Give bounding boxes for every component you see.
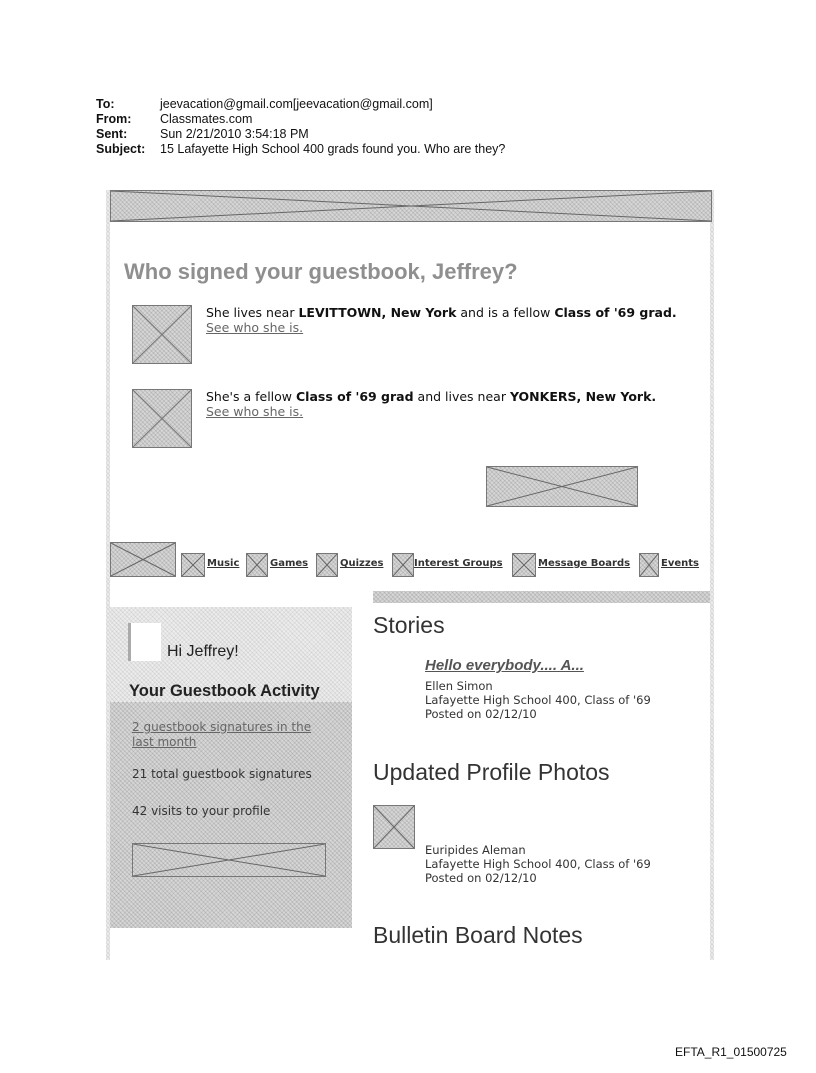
see-who-link[interactable]: See who she is.: [206, 404, 304, 419]
photo-school: Lafayette High School 400, Class of '69: [425, 857, 651, 871]
profile-photos-heading: Updated Profile Photos: [373, 759, 610, 785]
photo-meta: [425, 843, 651, 885]
guestbook-heading: Who signed your guestbook, Jeffrey?: [124, 259, 518, 284]
guestbook-activity-title: Your Guestbook Activity: [129, 682, 320, 700]
subject-value: 15 Lafayette High School 400 grads found you. Who are they?: [160, 142, 506, 156]
nav-music-link[interactable]: Music: [207, 558, 240, 569]
sent-value: Sun 2/21/2010 3:54:18 PM: [160, 127, 309, 141]
view-button-placeholder[interactable]: [486, 466, 638, 507]
entry-text: She's a fellow: [206, 389, 296, 404]
profile-photo-placeholder[interactable]: [373, 805, 415, 849]
nav-message-boards-link[interactable]: Message Boards: [538, 558, 631, 569]
total-signatures: 21 total guestbook signatures: [132, 767, 312, 781]
entry-text: She lives near: [206, 305, 299, 320]
guestbook-entry-text: [206, 389, 686, 404]
events-icon: [639, 553, 659, 577]
bulletin-heading: Bulletin Board Notes: [373, 922, 583, 948]
profile-visits: 42 visits to your profile: [132, 804, 271, 818]
signer-photo-placeholder[interactable]: [132, 305, 192, 364]
from-value: Classmates.com: [160, 112, 253, 126]
greeting: Hi Jeffrey!: [167, 643, 239, 660]
sent-label: Sent:: [96, 127, 128, 141]
logo-placeholder[interactable]: [110, 542, 176, 577]
entry-class: Class of '69 grad.: [554, 305, 677, 320]
games-icon: [246, 553, 268, 577]
story-title-link[interactable]: Hello everybody.... A...: [425, 657, 584, 674]
nav-interest-groups-link[interactable]: Interest Groups: [414, 558, 503, 569]
to-label: To:: [96, 97, 115, 111]
see-who-link[interactable]: See who she is.: [206, 320, 304, 335]
entry-text: and lives near: [413, 389, 510, 404]
signer-photo-placeholder[interactable]: [132, 389, 192, 448]
subject-label: Subject:: [96, 142, 146, 156]
entry-location: YONKERS, New York.: [509, 389, 657, 404]
email-subject-row: [96, 142, 505, 157]
interest-groups-icon: [392, 553, 414, 577]
to-value: jeevacation@gmail.com[jeevacation@gmail.com]: [160, 97, 433, 111]
nav-events-link[interactable]: Events: [661, 558, 699, 569]
stories-heading: Stories: [373, 612, 445, 638]
quizzes-icon: [316, 553, 338, 577]
music-icon: [181, 553, 205, 577]
email-sent-row: [96, 127, 309, 142]
section-divider: [373, 591, 710, 603]
body-right-border: [710, 190, 714, 960]
entry-class: Class of '69 grad: [295, 389, 414, 404]
avatar: [128, 623, 161, 661]
sidebar-button-placeholder[interactable]: [132, 843, 326, 877]
email-from-row: [96, 112, 252, 127]
message-boards-icon: [512, 553, 536, 577]
story-posted: Posted on 02/12/10: [425, 707, 537, 721]
recent-signatures-link[interactable]: 2 guestbook signatures in the last month: [132, 720, 312, 749]
nav-games-link[interactable]: Games: [270, 558, 309, 569]
guestbook-entry-text: [206, 305, 686, 320]
story-meta: [425, 679, 651, 721]
document-id: EFTA_R1_01500725: [675, 1045, 787, 1059]
photo-name: Euripides Aleman: [425, 843, 526, 857]
entry-text: and is a fellow: [456, 305, 555, 320]
nav-quizzes-link[interactable]: Quizzes: [340, 558, 384, 569]
email-to-row: [96, 97, 433, 112]
entry-location: LEVITTOWN, New York: [298, 305, 457, 320]
photo-posted: Posted on 02/12/10: [425, 871, 537, 885]
banner-image-placeholder: [110, 190, 712, 222]
story-school: Lafayette High School 400, Class of '69: [425, 693, 651, 707]
from-label: From:: [96, 112, 132, 126]
story-author: Ellen Simon: [425, 679, 493, 693]
